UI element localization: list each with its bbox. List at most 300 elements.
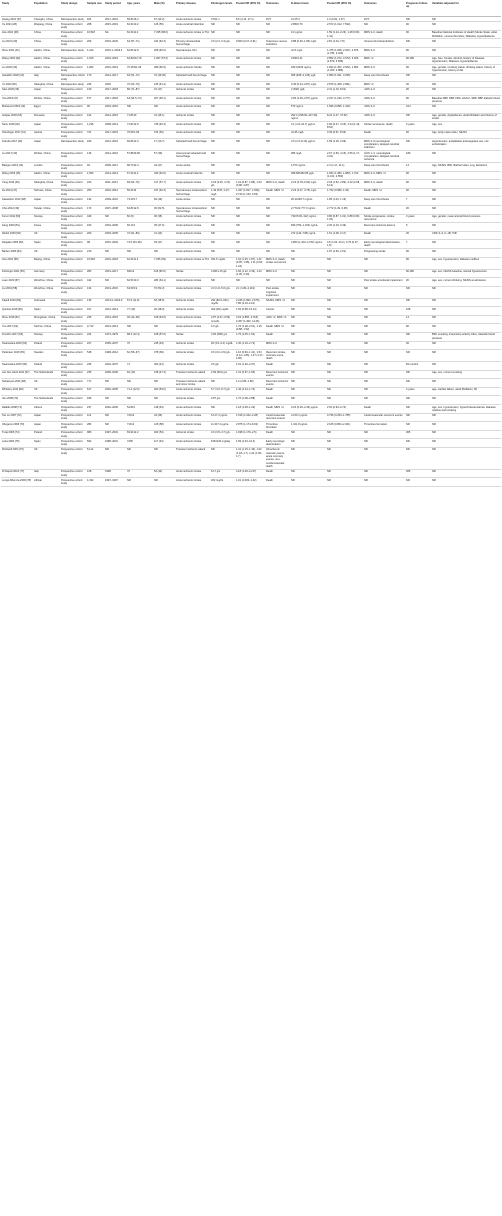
table-row	[1, 430, 501, 439]
column-header: Age, years	[126, 0, 153, 17]
table-cell: Prospective cohort study	[61, 448, 83, 455]
table-cell: Subarachnoid hemorrhage	[176, 74, 207, 78]
table-cell: Kawashiro 2012 [48]	[2, 197, 26, 201]
table-cell: MRS 3–6	[364, 65, 375, 69]
table-row	[1, 478, 501, 487]
table-cell: Acute ischemic stroke	[176, 240, 202, 244]
table-cell: 0.83±2.41	[291, 57, 303, 61]
table-cell: Poland	[34, 431, 43, 435]
table-cell: Primary intracerebral hemorrhage	[176, 39, 201, 47]
table-cell: 1.654 (1.380, 1.980), 1.722 (1.161, 2.553)	[327, 172, 359, 179]
table-cell: Acute ischemic stroke	[176, 287, 202, 291]
table-cell: Norway	[34, 333, 43, 337]
table-cell: 235	[87, 371, 92, 375]
table-cell: Baseline SBP, DBP, FBG, HbA1c, SBP, DBP diabetic blood pressure	[432, 96, 500, 104]
table-cell: NR	[266, 223, 270, 227]
table-cell: NR	[432, 22, 436, 26]
table-cell: NR	[432, 342, 436, 346]
table-cell: 64 (54.5–72)	[127, 96, 142, 100]
table-cell: Prospective cohort study	[61, 88, 83, 95]
table-cell: MRS 3–6 neurological complication, delayed cerebral infarction	[364, 139, 400, 150]
table-cell: 449	[87, 215, 92, 219]
table-cell: NR	[266, 151, 270, 155]
table-cell: 965 (495–2,145) μg/L	[291, 74, 316, 78]
table-cell: 1.62 (1.29–2.07)	[236, 362, 256, 366]
table-row	[1, 197, 501, 206]
table-cell: 68.7±12.4	[127, 163, 139, 167]
table-cell: Prospective cohort study	[61, 96, 83, 104]
table-cell: 210	[87, 249, 92, 253]
table-cell: Kang 2009 [51]	[2, 223, 20, 227]
column-header: Study period	[104, 0, 126, 17]
table-cell: 10,518	[87, 258, 95, 262]
table-cell: Acute ischemic stroke	[176, 223, 202, 227]
table-cell: Austria	[34, 131, 43, 135]
table-cell: Huang 2021 [37]	[2, 17, 22, 21]
table-cell: NR	[266, 65, 270, 69]
table-cell: Harbin, China	[34, 48, 50, 52]
table-cell: 292 (82.6–631) mg/dL	[211, 299, 229, 306]
table-cell: Death, MRS >2	[266, 405, 284, 409]
table-cell: NR	[266, 114, 270, 118]
table-cell: Spontaneous ICH	[176, 48, 197, 52]
table-row	[1, 96, 501, 105]
table-cell: 66 (49)	[154, 197, 163, 201]
table-cell: Ischemic stroke	[176, 350, 195, 354]
table-cell: NR	[432, 396, 436, 400]
table-cell: 3.5±1.1	[211, 17, 220, 21]
table-cell: All ischemic vascular events, acute coronary events, non-cerebrovascular death	[266, 448, 285, 468]
table-cell: 70	[127, 470, 130, 474]
table-cell: 43 (36)	[154, 414, 163, 418]
table-row	[1, 122, 501, 131]
table-cell: Transient ischemic attack	[176, 448, 206, 452]
table-cell: NR	[266, 278, 270, 282]
table-cell: 2003–2005	[105, 232, 118, 236]
table-cell: 1.327 (1.817, 1.529), 2.720 (1.133, 6.53)	[236, 189, 261, 196]
table-cell: Age, gender, mean arterial blood pressure	[432, 215, 481, 219]
table-cell: 55.4±14	[127, 189, 137, 193]
table-cell: Deep vein thrombosis	[364, 74, 390, 78]
table-cell: 71.4 (12.6)	[127, 388, 140, 392]
table-cell: Liu 2019 [58]	[2, 287, 17, 291]
table-cell: 2016–2019	[105, 65, 118, 69]
table-cell: 5	[406, 223, 408, 227]
table-cell: 2.87 (2.07–3.59) mmol/L	[211, 316, 231, 323]
table-cell: Sebastyan 2011 [68]	[2, 379, 26, 383]
table-cell: mRS 3–6	[364, 114, 375, 118]
table-cell: 1.59 (1.18, 2.09)	[327, 139, 347, 143]
table-cell: 30 (35)	[154, 215, 163, 219]
table-cell: Prospective cohort study	[61, 439, 83, 447]
table-cell: NR	[211, 172, 215, 176]
table-cell: NR	[406, 379, 410, 383]
table-cell: NR	[327, 316, 331, 320]
table-cell: Ischemic stroke	[176, 88, 195, 92]
table-cell: NR	[327, 258, 331, 262]
table-cell: 3.06 (695) g/L	[211, 333, 228, 337]
table-cell: NR	[364, 350, 368, 354]
table-cell: 145 (61.4)	[154, 82, 166, 86]
table-cell: NR	[432, 172, 436, 176]
table-cell: 69.9±12.2	[127, 431, 139, 435]
table-cell: 462 (53.0)	[154, 388, 166, 392]
table-cell: NR	[211, 139, 215, 143]
table-cell: NR	[266, 48, 270, 52]
table-cell: Prospective cohort study	[61, 362, 83, 369]
table-cell: 182	[87, 139, 92, 143]
table-cell: Shanghai, China	[34, 180, 54, 184]
table-cell: 1.85 (1.03, 1.19)	[327, 197, 347, 201]
table-cell: Acute ischemic stroke	[176, 422, 202, 426]
table-cell: NR	[432, 307, 436, 311]
study-characteristics-table	[1, 0, 501, 487]
table-cell: NR	[127, 105, 131, 109]
table-row	[1, 180, 501, 189]
table-cell: Taiwan, China	[34, 206, 51, 210]
table-cell: NR	[364, 316, 368, 320]
table-cell: Balogun 2016 [14]	[2, 163, 24, 167]
table-cell: NR	[236, 215, 240, 219]
table-cell: 241 (62.3)	[154, 39, 166, 43]
table-cell: 2005–2007	[105, 342, 118, 346]
table-cell: Early neurological deterioration, death	[364, 240, 401, 248]
table-cell: Ischemic stroke	[176, 342, 195, 346]
table-cell: NR	[364, 439, 368, 443]
table-cell: Zhou 2018 [61]	[2, 316, 20, 320]
table-cell: Prospective cohort study	[61, 151, 83, 158]
table-cell: 57.86±9.82	[127, 151, 140, 155]
table-row	[1, 315, 501, 324]
table-cell: NR	[211, 197, 215, 201]
table-cell: NR	[291, 258, 295, 262]
table-cell: NR	[105, 379, 109, 383]
table-cell: 677	[87, 96, 92, 100]
table-row	[1, 48, 501, 57]
table-cell: 90	[406, 96, 409, 100]
table-cell: DVT	[266, 17, 272, 21]
table-cell: Death	[266, 431, 273, 435]
table-cell: NR	[406, 448, 410, 452]
table-cell: Oberlinger 2017 [41]	[2, 131, 26, 135]
table-cell: NR	[211, 57, 215, 61]
table-cell: Prospective cohort study	[61, 422, 83, 429]
table-cell: ≥0.95 mg/L	[291, 131, 304, 135]
table-cell: ≥0.5 mg/L	[291, 48, 303, 52]
table-cell: NR	[211, 114, 215, 118]
table-cell: NR	[291, 379, 295, 383]
table-cell: 63 (47)	[154, 240, 163, 244]
table-cell: NR	[364, 371, 368, 375]
table-row	[1, 269, 501, 278]
table-cell: NR	[266, 82, 270, 86]
table-cell: 980	[87, 431, 92, 435]
table-cell: NR	[236, 206, 240, 210]
table-cell: Baseline National Institutes of Health Stroke Scale, atrial fibrillation, venous thrombus, Diabetes, Hyperlipidemia	[432, 31, 497, 38]
table-cell: 617	[87, 388, 92, 392]
table-cell: NR	[211, 163, 215, 167]
table-cell: 3.0 (2.3, 3.4) g/L	[211, 39, 231, 43]
table-cell: MRS 3–6, MRS >3	[364, 172, 386, 176]
table-cell: Age, sex	[432, 122, 443, 126]
table-cell: Ischemic stroke	[176, 431, 195, 435]
table-cell: Prospective cohort study	[61, 470, 83, 477]
table-cell: 16 (47)	[154, 88, 163, 92]
table-cell: 2012–2015	[105, 139, 118, 143]
table-cell: NR	[236, 96, 240, 100]
table-cell: 1,097 (57.6)	[154, 57, 168, 61]
table-cell: Acute ischemic stroke	[176, 215, 202, 219]
table-cell: Harbin, China	[34, 57, 50, 61]
table-cell: 90	[406, 88, 409, 92]
table-cell: NA	[105, 31, 109, 35]
table-cell: Prospective cohort study	[61, 307, 83, 314]
table-cell: NR	[105, 414, 109, 418]
table-cell: NR	[406, 299, 410, 303]
table-cell: Prospective cohort study	[61, 122, 83, 129]
table-cell: Longo-Mbenza 2000 [78]	[2, 478, 31, 482]
table-cell: Prospective cohort study	[61, 223, 83, 231]
table-cell: 451.5 mg/dL	[211, 258, 226, 262]
table-cell: 181	[87, 17, 92, 21]
table-cell: 1.59 (1.03–16.2)	[236, 439, 256, 443]
table-cell: Prospective cohort study	[61, 197, 83, 205]
table-row	[1, 113, 501, 122]
table-cell: Retrospective study	[61, 17, 84, 21]
table-cell: NR	[291, 324, 295, 328]
table-cell: NR	[406, 371, 410, 375]
table-cell: NR	[406, 39, 410, 43]
column-header: Study design	[60, 0, 86, 17]
table-cell: Acute ischemic stroke	[176, 249, 202, 253]
table-cell: NR	[266, 232, 270, 236]
table-cell: NR	[432, 88, 436, 92]
table-cell: 208 (62.6)	[154, 48, 166, 52]
table-cell: Age, Sex, Smoke, Alcohol, History of Disease Hypertension, Diabetes, Hyperlipidemia	[432, 57, 485, 64]
table-cell: NR	[236, 139, 240, 143]
table-cell: DVT	[364, 17, 370, 21]
table-cell: 2005–2006	[105, 371, 118, 375]
table-cell: Stroke recurrence, death	[364, 122, 393, 126]
table-cell: 4.06±1.15 g/L	[211, 270, 227, 274]
table-cell: 2017–2018	[105, 88, 118, 92]
table-cell: NR	[154, 105, 158, 109]
table-cell: Swarowska 2016 [64]	[2, 342, 27, 346]
table-cell: NR	[211, 215, 215, 219]
table-cell: 2017–2019	[105, 17, 118, 21]
table-row	[1, 370, 501, 379]
table-cell: NR	[364, 342, 368, 346]
table-cell: 2.31 (1.19, 8.61)	[327, 88, 347, 92]
table-cell: 2.227 (1.240, 3.777)	[327, 96, 351, 100]
table-cell: Death	[266, 470, 273, 474]
table-cell: 245 (49)	[154, 342, 164, 346]
table-cell: Stroke progression, stroke recurrence	[364, 215, 395, 222]
table-cell: Prospective cohort study	[61, 431, 83, 438]
table-cell: NR	[291, 439, 295, 443]
table-cell: NR	[291, 388, 295, 392]
table-cell: Turaj 2006 [74]	[2, 431, 20, 435]
table-cell: 80 (71–87)	[127, 88, 140, 92]
table-cell: 570 ng/mL	[291, 105, 304, 109]
table-cell: NR	[266, 163, 270, 167]
table-cell: NR	[432, 299, 436, 303]
table-cell: 62 (13)	[127, 371, 136, 375]
table-cell: Death	[266, 396, 273, 400]
table-cell: NR	[154, 324, 158, 328]
table-cell: NR	[432, 431, 436, 435]
table-cell: 148 (64)	[154, 405, 164, 409]
table-cell: Cerebrovascular recurrent events	[266, 414, 286, 421]
table-cell: NR	[406, 439, 410, 443]
table-cell: Prospective cohort study	[61, 57, 83, 64]
table-cell: Swarowska 2015 [66]	[2, 362, 27, 366]
table-cell: 170	[87, 206, 92, 210]
table-cell: Acute ischemic stroke	[176, 439, 202, 443]
table-row	[1, 413, 501, 422]
table-cell: China	[34, 31, 41, 35]
table-cell: 442	[87, 278, 92, 282]
table-cell: NR	[211, 448, 215, 452]
table-cell: 2.772 (1.09, 6.48)	[327, 206, 348, 210]
table-cell: 516±126 mg/day	[211, 439, 231, 443]
table-cell: 2.52 (0.93–6.74)	[327, 405, 347, 409]
table-cell: NR	[364, 299, 368, 303]
table-row	[1, 278, 501, 287]
table-cell: NR	[266, 197, 270, 201]
table-cell: Quintas 2018 [60]	[2, 307, 23, 311]
table-cell: 2016.1–2019.4	[105, 48, 123, 52]
table-cell: 286 mg/L	[291, 151, 302, 155]
table-cell: NR	[105, 215, 109, 219]
table-cell: Sato 2020 [36]	[2, 88, 19, 92]
column-header: Variables adjusted for	[431, 0, 501, 17]
table-cell: 403 mg/dL	[211, 478, 224, 482]
table-cell: NR	[327, 448, 331, 452]
table-cell: NR	[432, 249, 436, 253]
table-cell: NR	[291, 478, 295, 482]
table-cell: NR	[327, 350, 331, 354]
table-cell: 8.24 (1.47, 47.62)	[327, 114, 348, 118]
table-row	[1, 22, 501, 31]
table-cell: 57 (39)	[154, 151, 163, 155]
table-cell: NR	[364, 379, 368, 383]
table-cell: 2004–2007	[105, 362, 118, 366]
table-cell: 70.15±11.09	[127, 65, 142, 69]
table-cell: NR	[364, 22, 368, 26]
table-cell: Acute ischemic stroke or TIA	[176, 31, 209, 35]
table-cell: NR	[364, 258, 368, 262]
table-cell: 45 (62.5)	[154, 206, 165, 210]
table-cell: CRP, IL-6, IL-1B, TNF	[432, 232, 458, 236]
table-cell: 63 (51–72)	[127, 74, 140, 78]
table-cell: 4.2±3.1 μg/mL	[291, 414, 308, 418]
table-cell: Whiteley 2011 [69]	[2, 388, 24, 392]
table-cell: 2,712	[87, 324, 94, 328]
table-cell: 0.86 (0.87, 1.01), 0.88 (0.80, 1.02)	[327, 215, 360, 222]
table-cell: MRS >2	[364, 57, 374, 61]
table-row	[1, 214, 501, 223]
table-cell: 54.8±2	[127, 405, 135, 409]
table-cell: Prospective cohort study	[61, 114, 83, 121]
table-cell: Acute ischemic stroke	[176, 96, 202, 100]
table-cell: Ischemic stroke	[176, 307, 195, 311]
table-cell: Acute ischemic stroke	[176, 17, 202, 21]
table-cell: Kapidi 2019 [59]	[2, 299, 21, 303]
table-cell: 1.66 (1.12, 2.36), 1.23 (1.05, 2.29)	[236, 270, 262, 277]
table-cell: NR	[127, 448, 131, 452]
table-cell: 90	[406, 258, 409, 262]
table-cell: NR	[291, 342, 295, 346]
table-cell: 2,774±2,777.0 ng/mL	[291, 206, 316, 210]
table-cell: 268	[87, 22, 92, 26]
table-row	[1, 257, 501, 269]
table-cell: Harbin, China	[34, 172, 50, 176]
table-cell: NR	[211, 88, 215, 92]
table-cell: 72 (61–80)	[127, 232, 140, 236]
table-cell: 3.0 (3.5–3.7) g/L	[211, 431, 231, 435]
table-cell: 90	[406, 22, 409, 26]
table-cell: 2009–2011	[105, 163, 118, 167]
table-cell: 62.8±12.8	[127, 48, 139, 52]
table-cell: Prospective cohort study	[61, 414, 83, 421]
table-cell: NR	[327, 342, 331, 346]
table-cell: Italy	[34, 470, 39, 474]
table-cell: NR	[327, 439, 331, 443]
table-cell: 1,236	[87, 122, 94, 126]
table-cell: 2017–2018	[105, 96, 118, 100]
table-cell: NR	[211, 249, 215, 253]
table-cell: Prospective cohort study	[61, 22, 83, 30]
table-cell: 1,332	[87, 478, 94, 482]
table-cell: Acute ischemic Stroke	[176, 65, 202, 69]
table-row	[1, 139, 501, 151]
table-cell: NR	[105, 448, 109, 452]
table-cell: Prospective cohort study	[61, 342, 83, 349]
table-cell: Acute cerebral infarctio	[176, 172, 203, 176]
table-row	[1, 65, 501, 74]
table-cell: 64.8±12.8	[127, 206, 139, 210]
table-cell: NR	[364, 388, 368, 392]
table-cell: 2.24 (3.78–9.62) mg/L	[291, 180, 317, 184]
table-cell: 302 (41)	[154, 362, 164, 366]
table-cell: Acute ischemic stroke	[176, 405, 202, 409]
table-cell: Acute ischemic stroke	[176, 131, 202, 135]
table-cell: age, cardiac failure, atrial fibrillation, MI	[432, 388, 477, 392]
table-cell: NR	[364, 333, 368, 337]
table-row	[1, 73, 501, 82]
table-cell: Death	[266, 388, 273, 392]
table-cell: Chiu 2012 [49]	[2, 206, 19, 210]
table-cell: Wuhan, China	[34, 151, 51, 155]
table-cell: Spontaneous intracerebral hemorrhage	[176, 189, 207, 196]
table-cell: NR	[406, 350, 410, 354]
table-cell: 3.3 (1.6–5.0) g/L	[211, 287, 231, 291]
table-cell: NR	[236, 88, 240, 92]
table-cell: Death	[266, 478, 273, 482]
table-cell: Acute ischemic stroke	[176, 82, 202, 86]
table-cell: NR	[291, 333, 295, 337]
table-cell: Hou 2021 [38]	[2, 31, 19, 35]
table-cell: 2008–2014	[105, 122, 118, 126]
table-cell: NR	[236, 48, 240, 52]
table-cell: Delgado 2006 [53]	[2, 240, 24, 244]
column-header: D-dimer levels	[290, 0, 326, 17]
table-cell: NR	[211, 96, 215, 100]
table-cell: Ischemic stroke	[176, 114, 195, 118]
table-row	[1, 396, 501, 405]
table-cell: Hu 2014 [47]	[2, 189, 17, 193]
